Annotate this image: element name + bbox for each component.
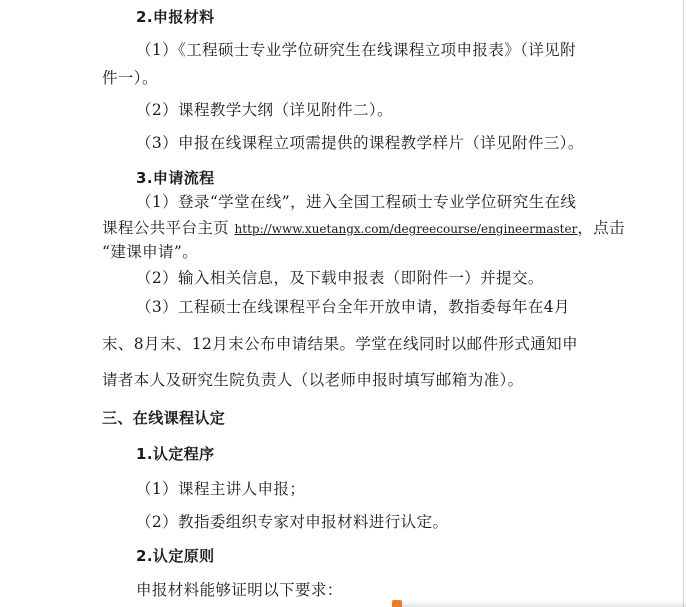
section-heading-application-process: 3.申请流程 [136,169,215,187]
bottom-overlay-shadow [395,601,686,607]
materials-item-1: （1）《工程硕士专业学位研究生在线课程立项申报表》（详见附 [136,41,576,59]
procedure-item-2: （2）教指委组织专家对申报材料进行认定。 [136,513,449,531]
process-item-1-prefix: 课程公共平台主页 [102,219,235,237]
process-item-2: （2）输入相关信息，及下载申报表（即附件一）并提交。 [136,269,544,287]
materials-item-1-continued: 件一）。 [102,69,158,87]
section-heading-certification-procedure: 1.认定程序 [136,445,215,463]
procedure-item-1: （1）课程主讲人申报； [136,480,306,498]
page-edge-divider [683,0,684,607]
materials-item-3: （3）申报在线课程立项需提供的课程教学样片（详见附件三）。 [136,134,584,152]
process-item-1-end: “建课申请”。 [102,243,199,261]
section-heading-certification-principles: 2.认定原则 [136,547,215,565]
process-item-1-continued [102,218,625,239]
platform-url-link[interactable]: http://www.xuetangx.com/degreecourse/engineermaster [234,222,578,236]
section-heading-application-materials: 2.申报材料 [136,8,215,26]
principles-intro-text: 申报材料能够证明以下要求： [136,581,343,599]
bottom-overlay-accent [392,600,402,607]
process-item-1-suffix: ，点击 [577,219,626,237]
process-item-3-continued: 末、8月末、12月末公布申请结果。学堂在线同时以邮件形式通知申 [102,335,578,353]
process-item-1: （1）登录“学堂在线”，进入全国工程硕士专业学位研究生在线 [136,193,577,211]
process-item-3-end: 请者本人及研究生院负责人（以老师申报时填写邮箱为准）。 [102,371,524,389]
materials-item-2: （2）课程教学大纲（详见附件二）。 [136,101,393,119]
part-heading-online-course-certification: 三、在线课程认定 [102,409,226,427]
process-item-3: （3）工程硕士在线课程平台全年开放申请，教指委每年在4月 [136,298,570,316]
